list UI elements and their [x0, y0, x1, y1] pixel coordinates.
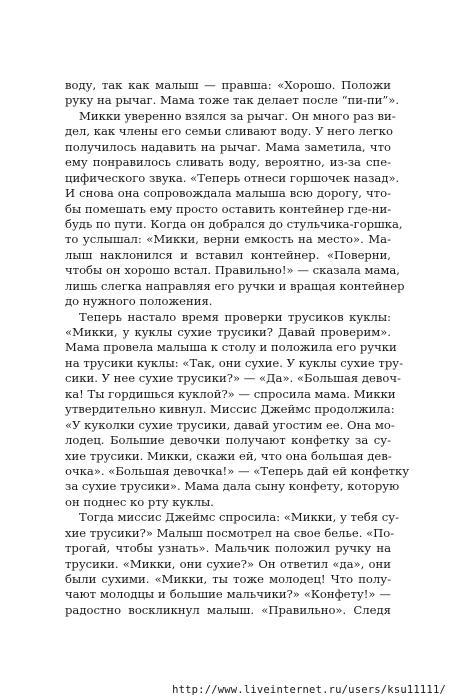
- text-line: руку на рычаг. Мама тоже так делает после “пи-пи”».: [65, 93, 400, 108]
- text-line: лодец. Большие девочки получают конфетку за су-: [65, 433, 391, 448]
- text-line: воду, так как малыш — правша: «Хорошо. Положи: [65, 78, 391, 92]
- text-line: трусики. «Микки, они сухие?» Он ответил «да», они: [65, 556, 391, 571]
- text-line: Тогда миссис Джеймс спросила: «Микки, у тебя су-: [79, 510, 400, 525]
- text-line: ка! Ты гордишься куклой?» — спросила мама. Микки: [65, 386, 396, 401]
- text-line: трогай, чтобы узнать». Мальчик положил ручку на: [65, 541, 391, 556]
- text-line: ему понравилось сливать воду, вероятно, из-за спе-: [65, 155, 391, 170]
- text-line: сики. У нее сухие трусики?» — «Да». «Большая девоч-: [65, 371, 401, 386]
- text-line: И снова она сопровождала малыша всю дорогу, что-: [65, 186, 391, 201]
- text-line: хие трусики?» Малыш посмотрел на свое белье. «По-: [65, 525, 395, 540]
- text-line: за сухие трусики». Мама дала сыну конфету, которую: [65, 479, 400, 494]
- text-line: радостно воскликнул малыш. «Правильно». Следя: [65, 602, 391, 617]
- text-line: на трусики куклы: «Так, они сухие. У куклы сухие тру-: [65, 355, 404, 370]
- text-line: Микки уверенно взялся за рычаг. Он много раз ви-: [79, 108, 396, 123]
- text-line: бы помешать ему просто оставить контейнер где-ни-: [65, 201, 392, 216]
- text-line: лишь слегка направляя его ручки и вращая контейнер: [65, 278, 405, 293]
- text-line: Мама провела малыша к столу и положила его ручки: [65, 340, 397, 355]
- text-line: хие трусики. Микки, скажи ей, что она большая дев-: [65, 448, 392, 463]
- text-line: он поднес ко рту куклы.: [65, 494, 214, 509]
- text-line: то услышал: «Микки, верни емкость на место». Ма-: [65, 232, 391, 247]
- text-line: чтобы он хорошо встал. Правильно!» — сказала мама,: [65, 263, 400, 278]
- text-line: дел, как члены его семьи сливают воду. У него легко: [65, 124, 394, 139]
- text-line: чают молодцы и большие мальчики?» «Конфету!» —: [65, 587, 391, 602]
- text-line: лыш наклонился и вставил контейнер. «Поверни,: [65, 247, 391, 262]
- text-line: «Микки, у куклы сухие трусики? Давай проверим».: [65, 325, 391, 339]
- body-text: [65, 78, 410, 618]
- source-url-watermark: http://www.liveinternet.ru/users/ksu11111/: [172, 684, 446, 696]
- text-line: очка». «Большая девочка!» — «Теперь дай ей конфетку: [65, 463, 410, 478]
- text-line: утвердительно кивнул. Миссис Джеймс продолжила:: [65, 402, 395, 417]
- text-line: были сухими. «Микки, ты тоже молодец! Что полу-: [65, 572, 391, 586]
- text-line: «У куколки сухие трусики, давай угостим ее. Она мо-: [65, 417, 395, 432]
- text-line: до нужного положения.: [65, 294, 213, 309]
- text-line: будь по пути. Когда он добрался до стульчика-горшка,: [65, 216, 403, 231]
- text-line: получилось надавить на рычаг. Мама заметила, что: [65, 139, 391, 154]
- text-line: цифического звука. «Теперь отнеси горшочек назад».: [65, 170, 400, 185]
- text-line: Теперь настало время проверки трусиков куклы:: [79, 309, 391, 324]
